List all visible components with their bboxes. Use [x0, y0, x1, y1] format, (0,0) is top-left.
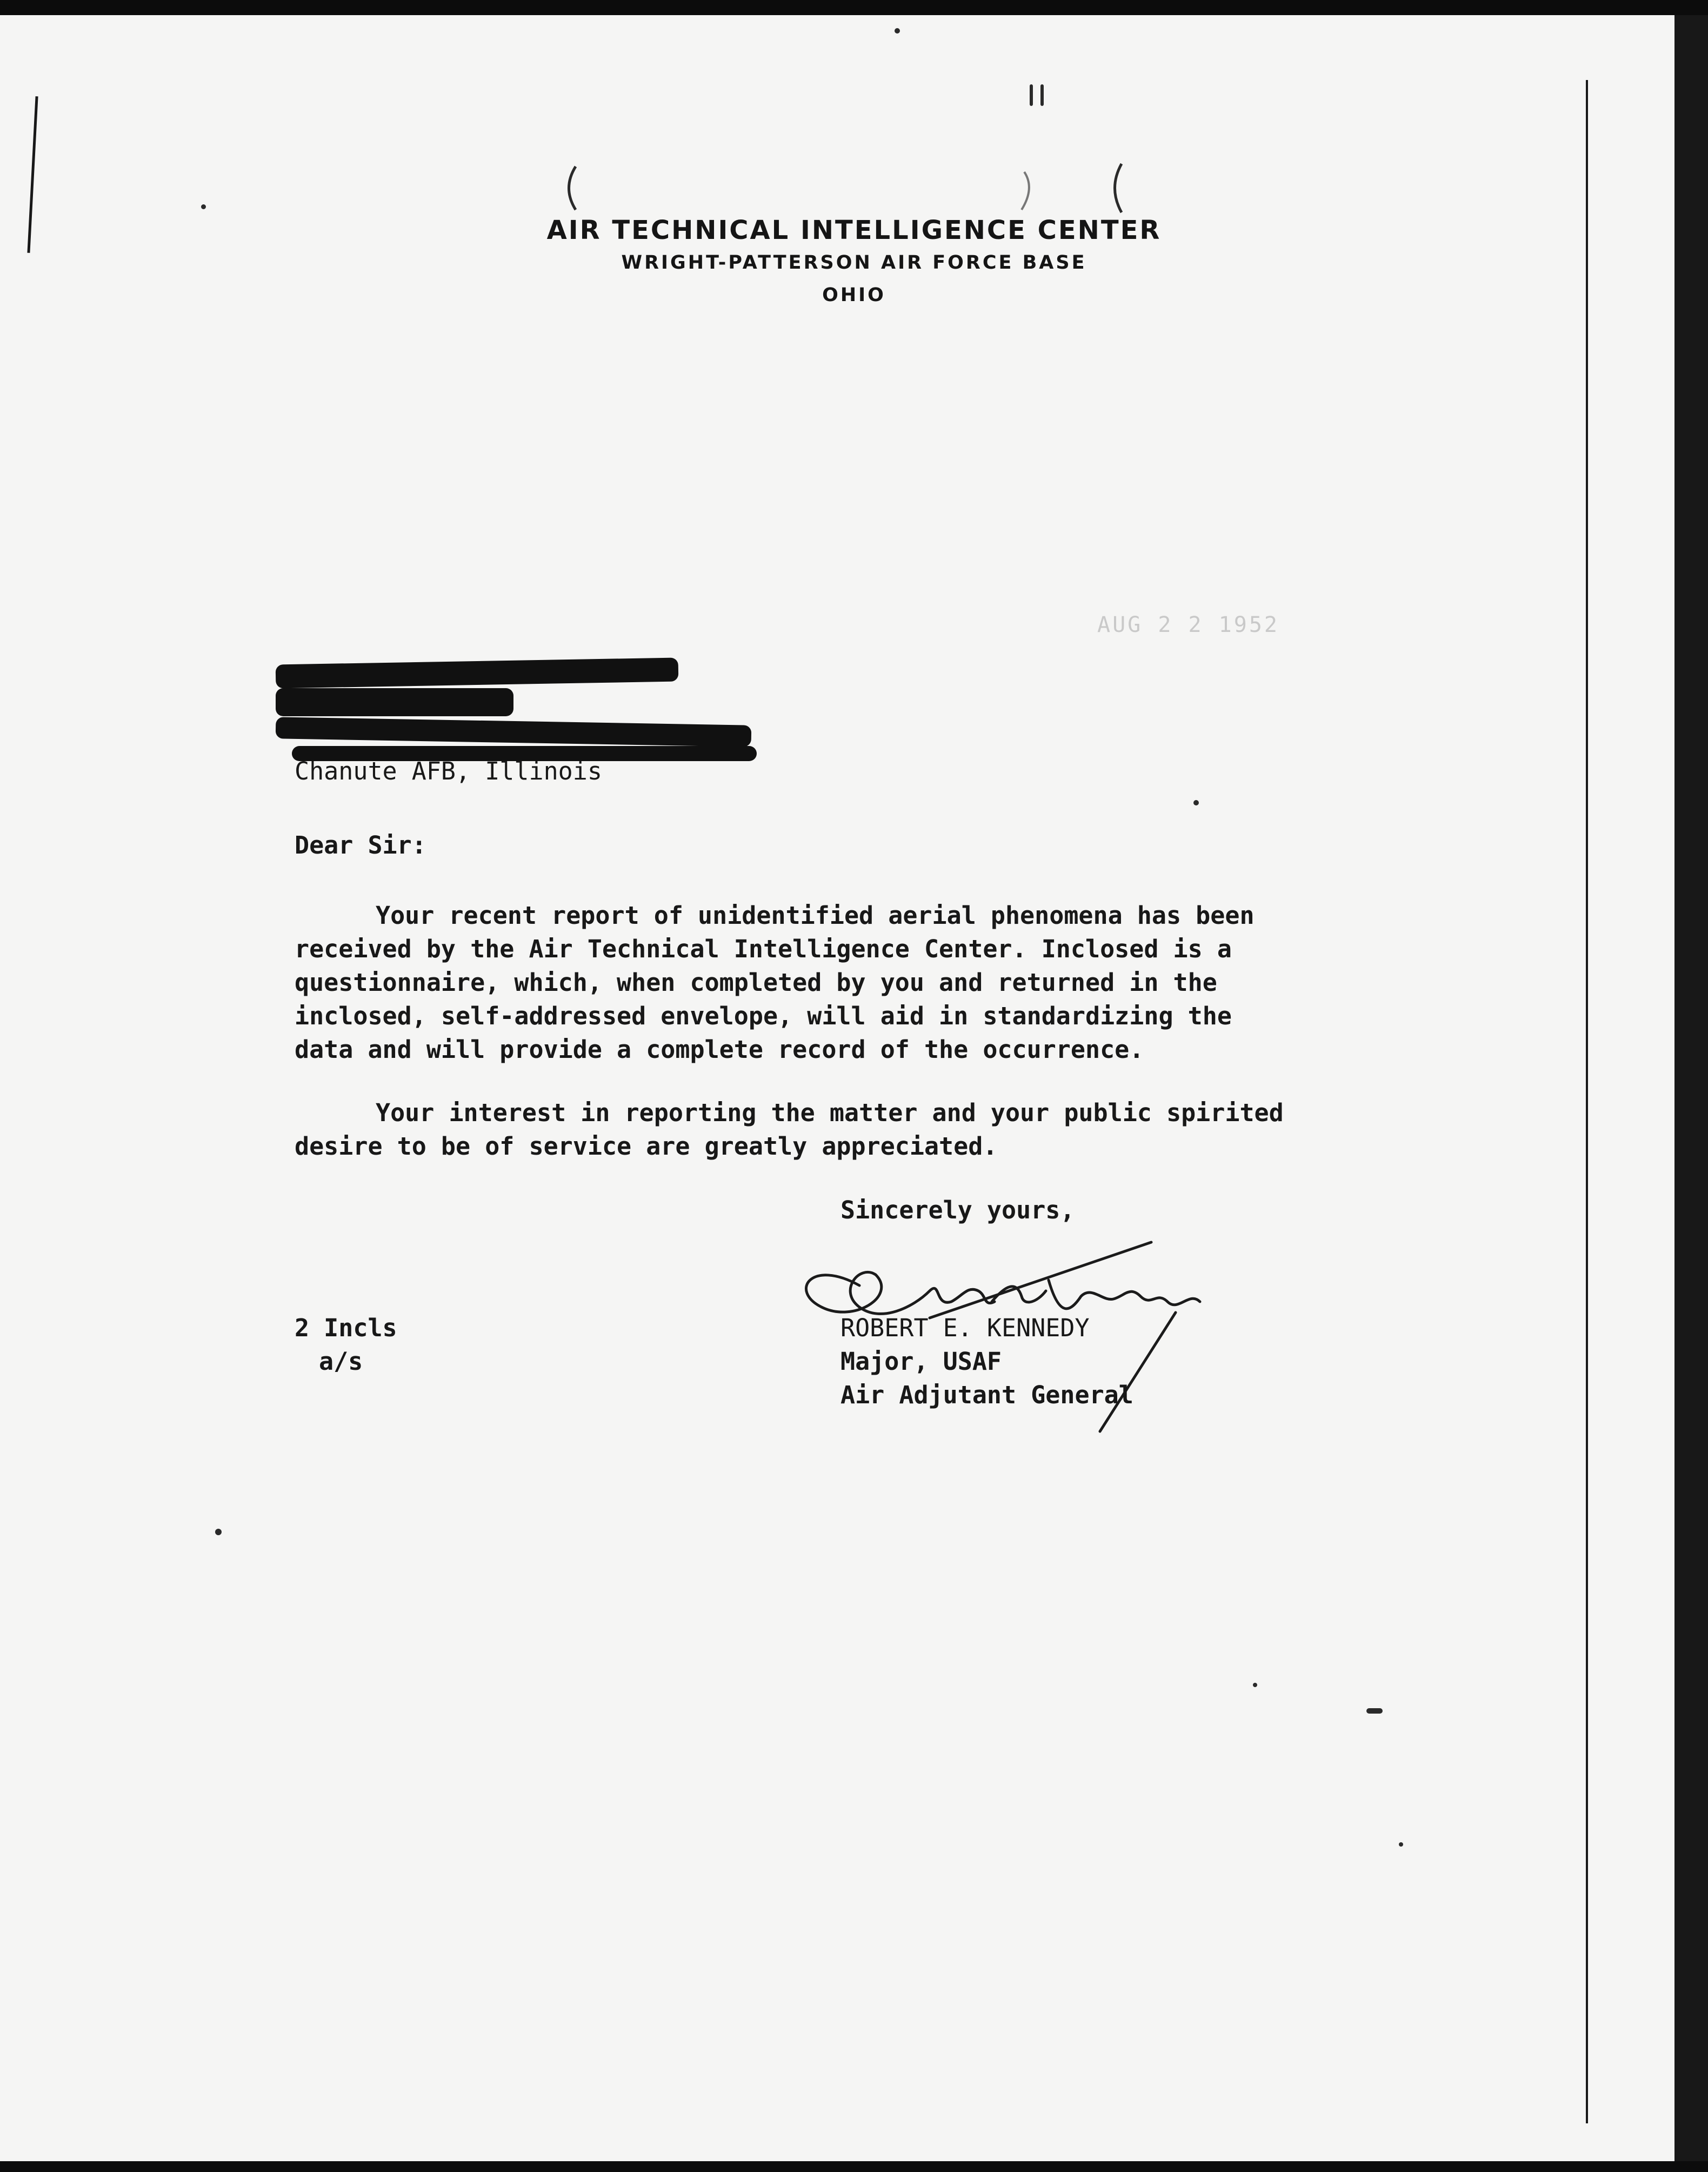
addressee-location: Chanute AFB, Illinois	[295, 757, 602, 785]
scan-speck	[1193, 800, 1199, 805]
body-line: Your interest in reporting the matter and your public spirited	[376, 1098, 1284, 1127]
redaction-bar	[276, 658, 679, 689]
scan-speck	[1399, 1842, 1403, 1847]
body-line: received by the Air Technical Intelligence Center. Inclosed is a	[295, 935, 1232, 963]
redaction-bar	[276, 688, 513, 716]
salutation: Dear Sir:	[295, 831, 426, 860]
body-line: Your recent report of unidentified aerial phenomena has been	[376, 901, 1255, 930]
letterhead-state: OHIO	[822, 284, 886, 306]
closing: Sincerely yours,	[840, 1196, 1075, 1224]
body-line: inclosed, self-addressed envelope, will aid in standardizing the	[295, 1002, 1232, 1030]
letterhead-base: WRIGHT-PATTERSON AIR FORCE BASE	[621, 252, 1087, 274]
date-stamp: AUG 2 2 1952	[1097, 612, 1279, 637]
enclosures-note: a/s	[319, 1347, 363, 1376]
signer-name: ROBERT E. KENNEDY	[840, 1314, 1090, 1342]
body-line: data and will provide a complete record of the occurrence.	[295, 1035, 1144, 1064]
signer-title: Air Adjutant General	[840, 1381, 1133, 1409]
body-line: desire to be of service are greatly appreciated.	[295, 1132, 998, 1161]
letter-sheet	[0, 15, 1708, 2161]
scan-speck	[1366, 1708, 1383, 1714]
body-line: questionnaire, which, when completed by you and returned in the	[295, 968, 1217, 997]
letterhead-organization: AIR TECHNICAL INTELLIGENCE CENTER	[546, 215, 1162, 245]
signer-rank: Major, USAF	[840, 1347, 1002, 1376]
scan-speck	[215, 1529, 222, 1535]
enclosures-count: 2 Incls	[295, 1314, 397, 1342]
redaction-bar	[276, 717, 752, 747]
right-border-line	[1586, 80, 1588, 2123]
scan-speck	[1253, 1683, 1257, 1687]
